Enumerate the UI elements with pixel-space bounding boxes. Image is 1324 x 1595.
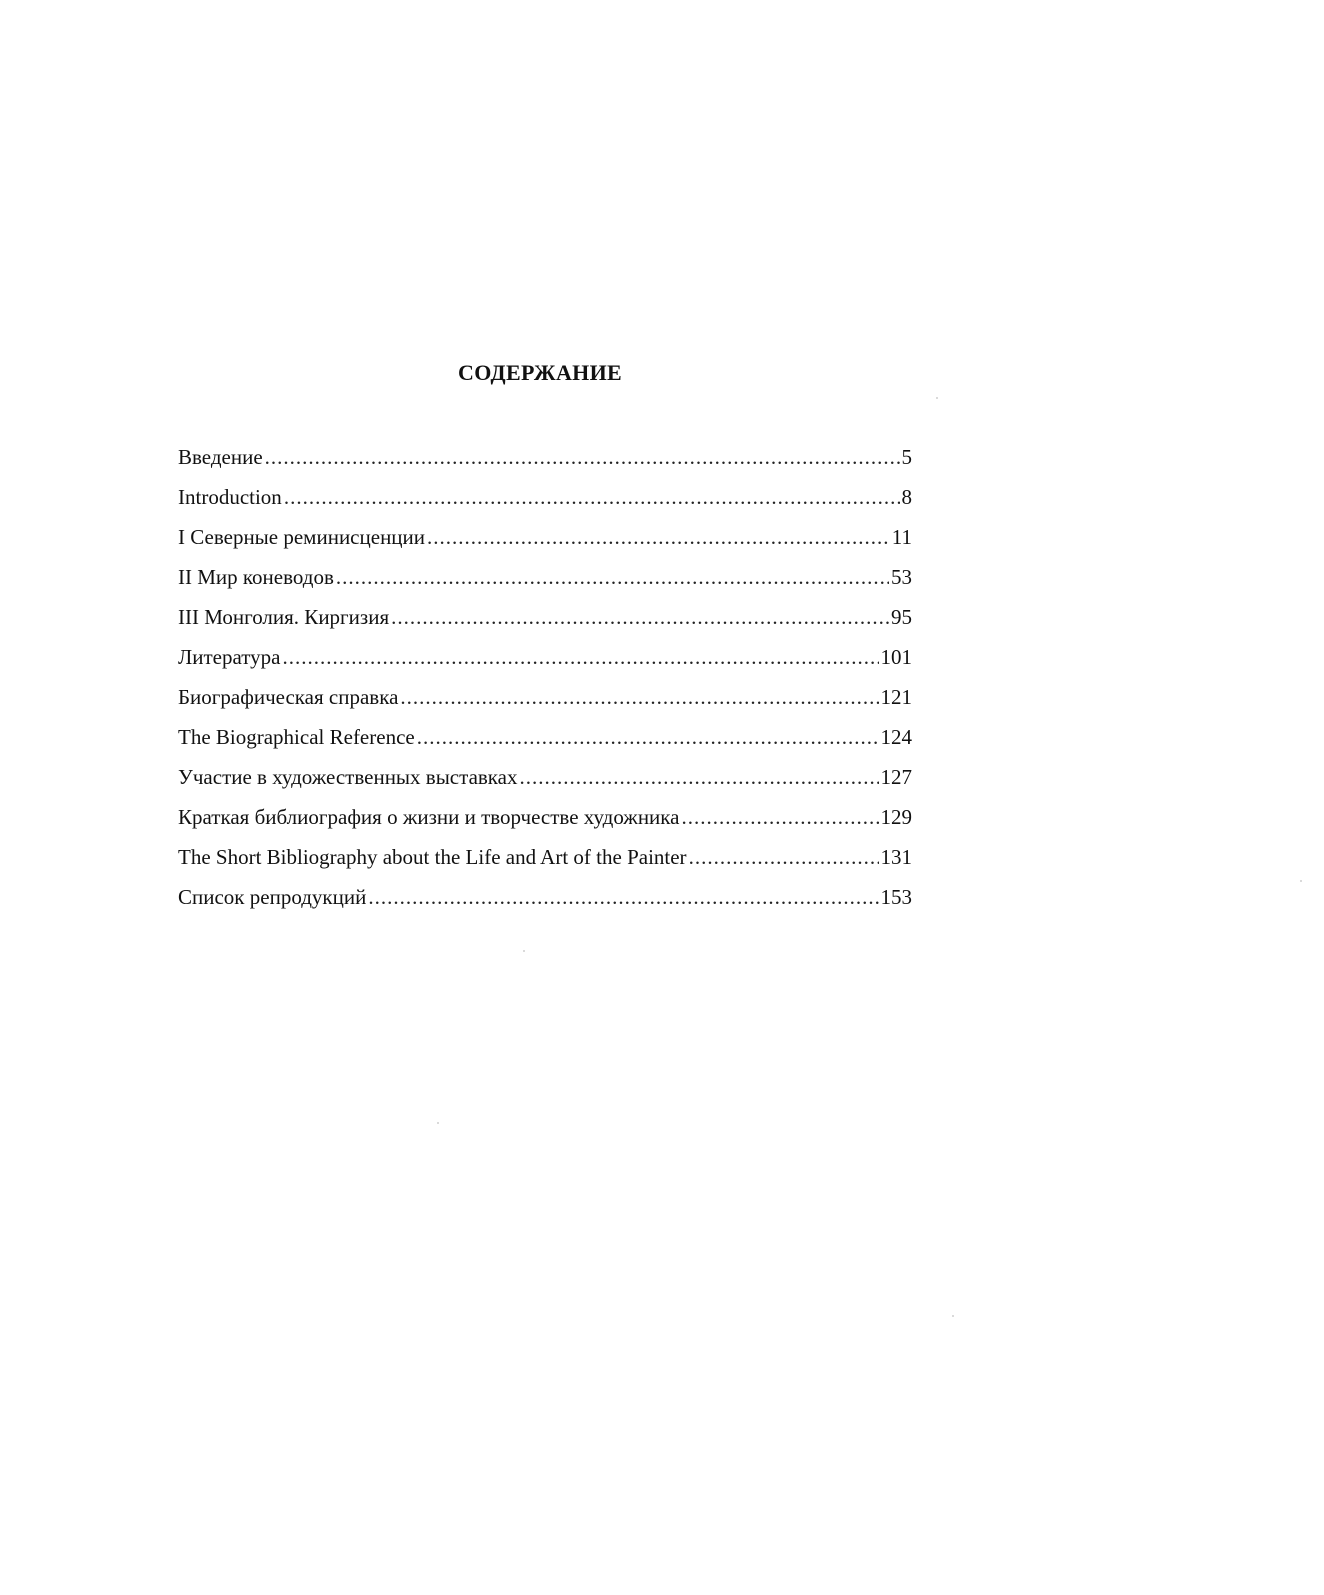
- dot-leader: [400, 677, 878, 717]
- dot-leader: [417, 717, 879, 757]
- toc-title: СОДЕРЖАНИЕ: [458, 360, 622, 385]
- toc-entry-page: 53: [891, 565, 912, 589]
- toc-entry-page: 5: [901, 445, 912, 469]
- toc-entry: [178, 677, 912, 717]
- dot-leader: [265, 437, 900, 477]
- table-of-contents: [178, 437, 912, 917]
- toc-entry: [178, 597, 912, 637]
- toc-entry: [178, 517, 912, 557]
- toc-entry-label: Литература: [178, 645, 281, 669]
- toc-entry-label: The Short Bibliography about the Life and Art of the Painter: [178, 845, 687, 869]
- toc-entry: [178, 437, 912, 477]
- toc-entry-label: Список репродукций: [178, 885, 367, 909]
- toc-entry-page: 127: [880, 765, 912, 789]
- dot-leader: [282, 637, 878, 677]
- dot-leader: [427, 517, 890, 557]
- toc-entry-page: 11: [891, 525, 912, 549]
- dot-leader: [284, 477, 900, 517]
- toc-entry-label: The Biographical Reference: [178, 725, 415, 749]
- toc-entry: [178, 557, 912, 597]
- dot-leader: [689, 837, 879, 877]
- toc-entry-page: 101: [880, 645, 912, 669]
- toc-entry-page: 153: [880, 885, 912, 909]
- toc-entry-page: 131: [880, 845, 912, 869]
- dot-leader: [391, 597, 889, 637]
- toc-entry-page: 129: [880, 805, 912, 829]
- toc-entry: [178, 877, 912, 917]
- toc-entry-page: 121: [880, 685, 912, 709]
- toc-entry-label: Introduction: [178, 485, 282, 509]
- dot-leader: [682, 797, 879, 837]
- scan-speck: [936, 397, 938, 399]
- toc-entry-page: 95: [891, 605, 912, 629]
- toc-entry: [178, 717, 912, 757]
- toc-entry: [178, 797, 912, 837]
- toc-entry-page: 8: [901, 485, 912, 509]
- dot-leader: [368, 877, 878, 917]
- toc-entry-label: I Северные реминисценции: [178, 525, 426, 549]
- toc-entry-label: II Мир коневодов: [178, 565, 334, 589]
- toc-entry: [178, 637, 912, 677]
- toc-entry-label: III Монголия. Киргизия: [178, 605, 390, 629]
- scan-speck: [523, 950, 525, 952]
- toc-entry-page: 124: [880, 725, 912, 749]
- toc-entry: [178, 837, 912, 877]
- scan-speck: [437, 1122, 439, 1124]
- dot-leader: [520, 757, 879, 797]
- toc-entry-label: Введение: [178, 445, 263, 469]
- toc-entry-label: Биографическая справка: [178, 685, 399, 709]
- toc-entry-label: Краткая библиография о жизни и творчестве художника: [178, 805, 680, 829]
- scan-speck: [1300, 880, 1302, 882]
- toc-entry-label: Участие в художественных выставках: [178, 765, 518, 789]
- dot-leader: [336, 557, 889, 597]
- scan-speck: [952, 1315, 954, 1317]
- toc-entry: [178, 477, 912, 517]
- toc-entry: [178, 757, 912, 797]
